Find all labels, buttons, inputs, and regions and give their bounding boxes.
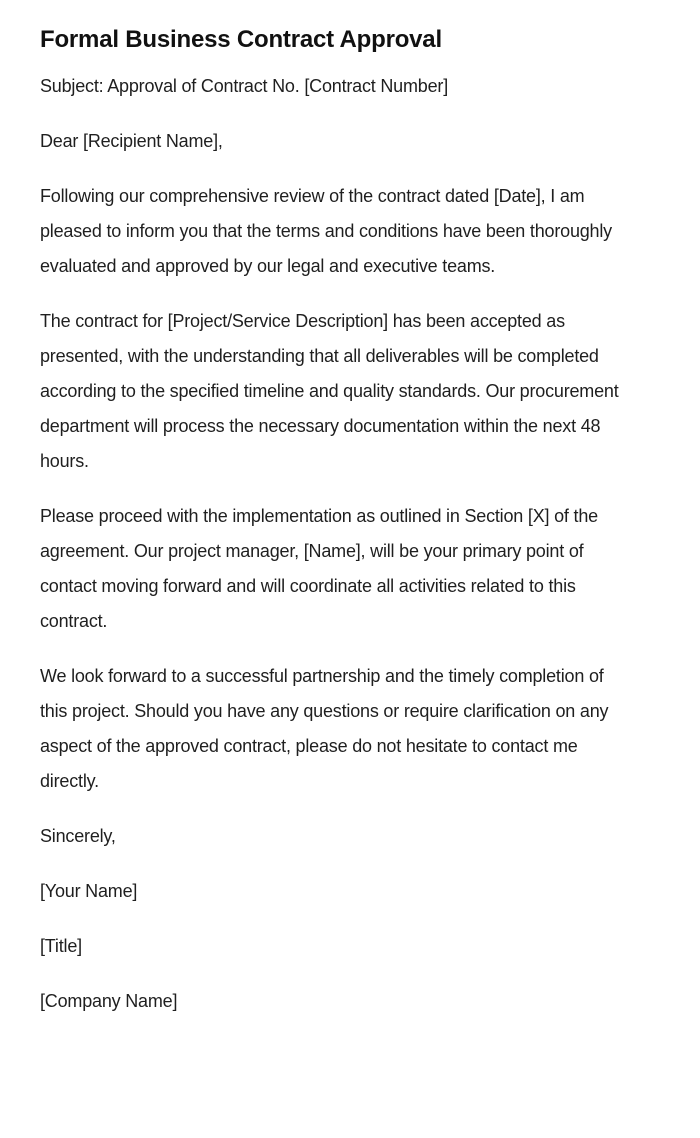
subject-line: Subject: Approval of Contract No. [Contract Number] [40, 75, 448, 96]
body-paragraph-1: Following our comprehensive review of the contract dated [Date], I am pleased to inform you that the terms and conditions have been thoroughly evaluated and approved by our legal and executive teams. [40, 185, 612, 276]
body-paragraph-2: The contract for [Project/Service Description] has been accepted as presented, with the understanding that all deliverables will be completed according to the specified timeline and quality standards. Our procurement department will process the necessary documentation within the next 48 hours. [40, 310, 619, 471]
closing-line: Sincerely, [40, 825, 116, 846]
document-title: Formal Business Contract Approval [40, 26, 442, 53]
body-paragraph-3: Please proceed with the implementation as outlined in Section [X] of the agreement. Our project manager, [Name], will be your primary point of contact moving forward and will coordinate all activities related to this contract. [40, 505, 598, 631]
salutation: Dear [Recipient Name], [40, 130, 223, 151]
signature-title-line: [Title] [40, 935, 82, 956]
signature-company-line: [Company Name] [40, 990, 178, 1011]
signature-name-line: [Your Name] [40, 880, 138, 901]
body-paragraph-4: We look forward to a successful partnership and the timely completion of this project. Should you have any questions or require clarification on any aspect of the approved contract, please do not hesitate to contact me directly. [40, 665, 609, 791]
